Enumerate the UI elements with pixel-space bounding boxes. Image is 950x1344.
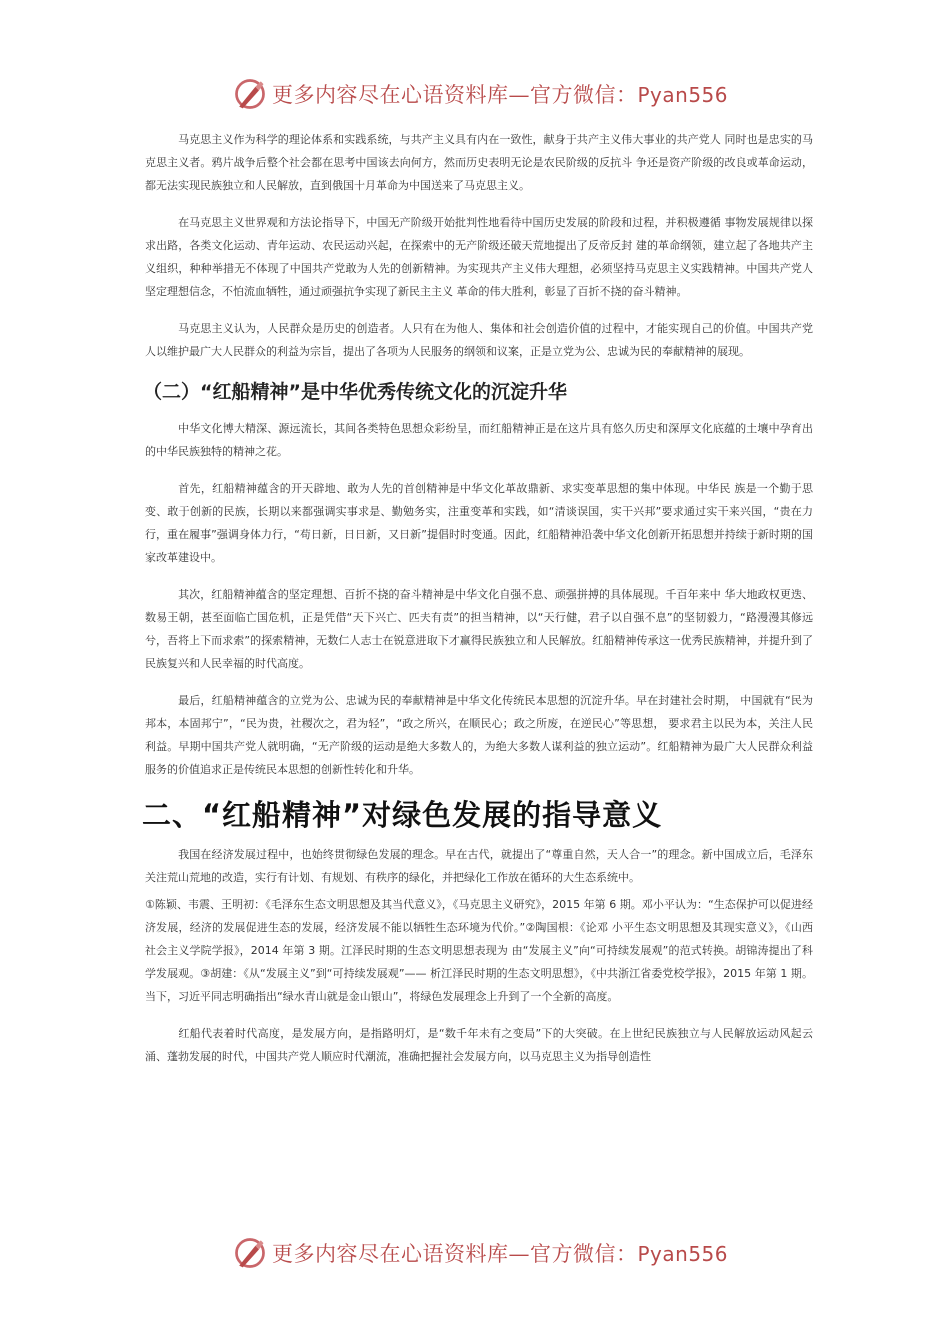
pen-logo-icon <box>232 76 268 112</box>
footer-watermark-banner <box>0 1231 950 1275</box>
paragraph: 在马克思主义世界观和方法论指导下，中国无产阶级开始批判性地看待中国历史发展的阶段和过程，并积极遵循 事物发展规律以探求出路，各类文化运动、青年运动、农民运动兴起，在探索中的无产阶级还破天荒地提出了反帝反封 建的革命纲领，建立起了各地共产主义组织，种种举措无不体现了中国共产党敢为人先的创新精神。为实现共产主义伟大理想，必须坚持马克思主义实践精神。中国共产党人坚定理想信念，不怕流血牺牲，通过顽强抗争实现了新民主主义 革命的伟大胜利，彰显了百折不挠的奋斗精神。 <box>145 216 813 298</box>
document-body <box>142 128 813 1082</box>
section-heading: （二）“红船精神”是中华优秀传统文化的沉淀升华 <box>143 381 567 403</box>
footnote-paragraph: ①陈颖、韦震、王明初：《毛泽东生态文明思想及其当代意义》，《马克思主义研究》，2015 年第 6 期。邓小平认为：“生态保护可以促进经济发展，经济的发展促进生态的发展，经济发展不能以牺牲生态环境为代价。”②陶国根：《论邓 小平生态文明思想及其现实意义》，《山西社会主义学院学报》，2014 年第 3 期。江泽民时期的生态文明思想表现为 由“发展主义”向“可持续发展观”的范式转换。胡锦涛提出了科学发展观。③胡建：《从“发展主义”到“可持续发展观”—— 析江泽民时期的生态文明思想》，《中共浙江省委党校学报》，2015 年第 1 期。当下，习近平同志明确指出“绿水青山就是金山银山”，将绿色发展理念上升到了一个全新的高度。 <box>145 898 813 1003</box>
banner-text <box>272 79 728 109</box>
banner-wechat-id: Pyan556 <box>637 1242 729 1266</box>
banner-slogan: 更多内容尽在心语资料库—官方微信： <box>272 83 638 107</box>
paragraph: 首先，红船精神蕴含的开天辟地、敢为人先的首创精神是中华文化革故鼎新、求实变革思想的集中体现。中华民 族是一个勤于思变、敢于创新的民族，长期以来都强调实事求是、勤勉务实，注重变革和实践，如“清谈误国，实干兴邦”要求通过实干来兴国，“贵在力行，重在履事”强调身体力行，“苟日新，日日新，又日新”提倡时时变通。因此，红船精神沿袭中华文化创新开拓思想并持续于新时期的国家改革建设中。 <box>145 482 813 564</box>
banner-text <box>272 1238 728 1268</box>
paragraph: 红船代表着时代高度，是发展方向，是指路明灯，是“数千年未有之变局”下的大突破。在上世纪民族独立与人民解放运动风起云涌、蓬勃发展的时代，中国共产党人顺应时代潮流，准确把握社会发展方向，以马克思主义为指导创造性 <box>145 1027 813 1063</box>
paragraph: 我国在经济发展过程中，也始终贯彻绿色发展的理念。早在古代，就提出了“尊重自然，天人合一”的理念。新中国成立后，毛泽东关注荒山荒地的改造，实行有计划、有规划、有秩序的绿化，并把绿化工作放在循环的大生态系统中。 <box>145 848 813 884</box>
banner-slogan: 更多内容尽在心语资料库—官方微信： <box>272 1242 638 1266</box>
paragraph: 其次，红船精神蕴含的坚定理想、百折不挠的奋斗精神是中华文化自强不息、顽强拼搏的具体展现。千百年来中 华大地政权更迭、数易王朝，甚至面临亡国危机，正是凭借“天下兴亡、匹夫有责”的担当精神，以“天行健，君子以自强不息”的坚韧毅力，“路漫漫其修远兮，吾将上下而求索”的探索精神，无数仁人志士在锐意进取下才赢得民族独立和人民解放。红船精神传承这一优秀民族精神，并提升到了民族复兴和人民幸福的时代高度。 <box>145 588 813 670</box>
paragraph: 马克思主义认为，人民群众是历史的创造者。人只有在为他人、集体和社会创造价值的过程中，才能实现自己的价值。中国共产党人以维护最广大人民群众的利益为宗旨，提出了各项为人民服务的纲领和议案，正是立党为公、忠诚为民的奉献精神的展现。 <box>145 322 813 358</box>
header-watermark-banner <box>0 72 950 116</box>
paragraph: 中华文化博大精深、源远流长，其间各类特色思想众彩纷呈，而红船精神正是在这片具有悠久历史和深厚文化底蕴的土壤中孕育出的中华民族独特的精神之花。 <box>145 422 813 458</box>
pen-logo-icon <box>232 1235 268 1271</box>
paragraph: 马克思主义作为科学的理论体系和实践系统，与共产主义具有内在一致性，献身于共产主义伟大事业的共产党人 同时也是忠实的马克思主义者。鸦片战争后整个社会都在思考中国该去向何方，然而历史表明无论是农民阶级的反抗斗 争还是资产阶级的改良或革命运动，都无法实现民族独立和人民解放，直到俄国十月革命为中国送来了马克思主义。 <box>145 133 813 192</box>
chapter-heading: 二、“红船精神”对绿色发展的指导意义 <box>142 798 663 832</box>
paragraph: 最后，红船精神蕴含的立党为公、忠诚为民的奉献精神是中华文化传统民本思想的沉淀升华。早在封建社会时期， 中国就有“民为邦本，本固邦宁”，“民为贵，社稷次之，君为轻”，“政之所兴，在顺民心；政之所废，在逆民心”等思想， 要求君主以民为本，关注人民利益。早期中国共产党人就明确，“无产阶级的运动是绝大多数人的，为绝大多数人谋利益的独立运动”。红船精神为最广大人民群众利益服务的价值追求正是传统民本思想的创新性转化和升华。 <box>145 694 813 776</box>
banner-wechat-id: Pyan556 <box>637 83 729 107</box>
